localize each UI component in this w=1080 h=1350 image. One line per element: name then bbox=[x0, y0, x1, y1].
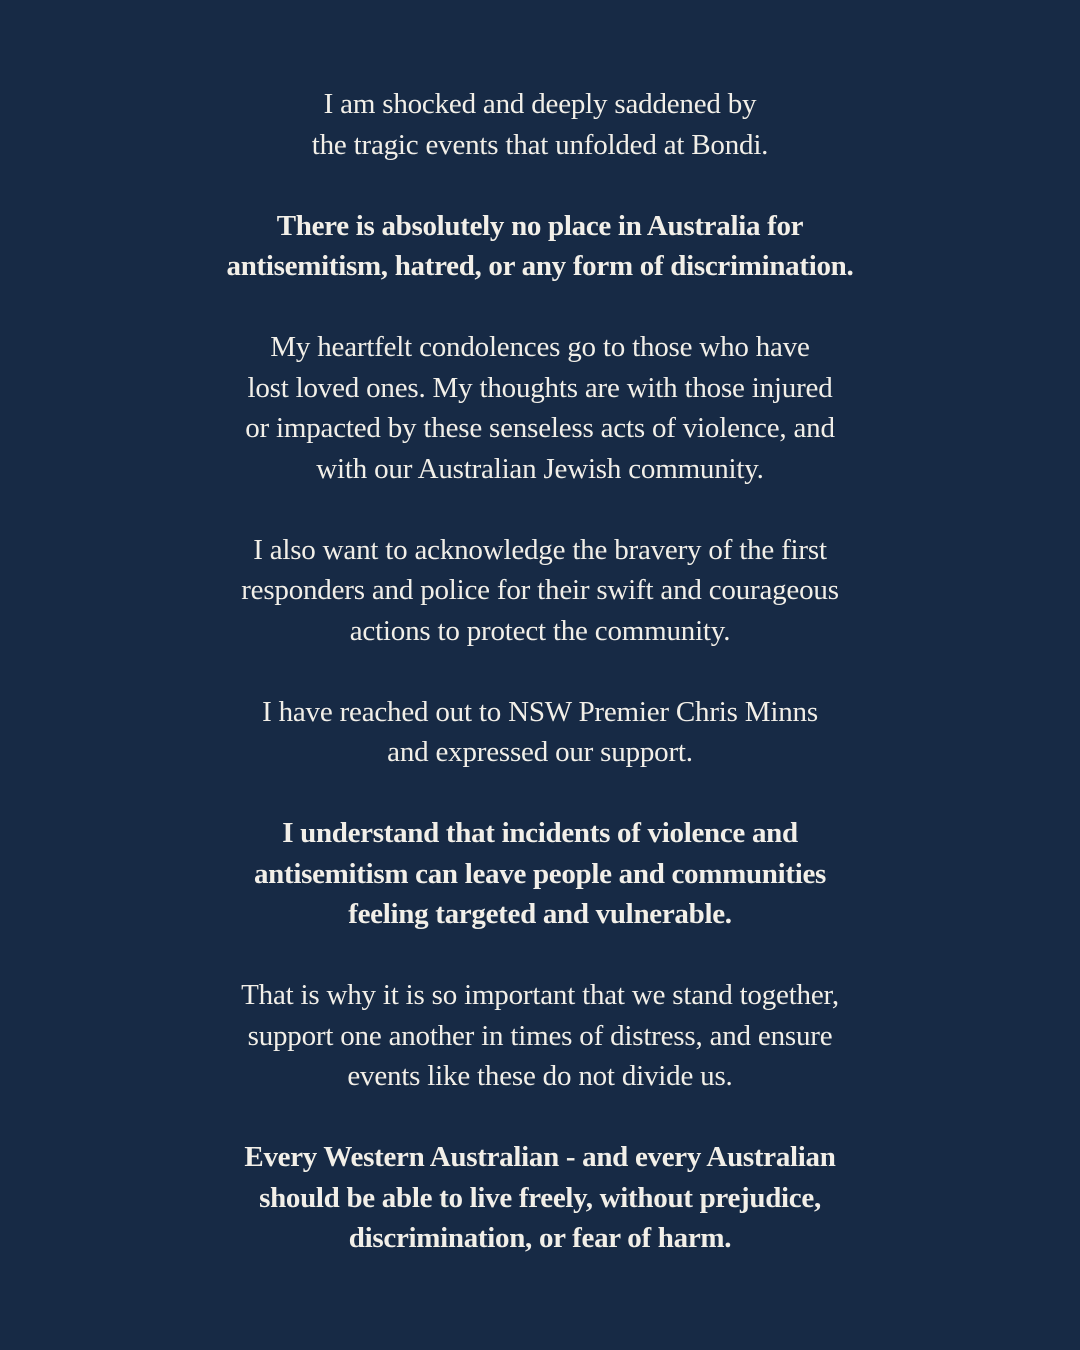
paragraph-no-place bbox=[0, 206, 1080, 287]
paragraph-line: support one another in times of distress, and ensure bbox=[247, 1019, 833, 1052]
paragraph-line: responders and police for their swift and courageous bbox=[241, 574, 839, 606]
paragraph-shock bbox=[0, 84, 1080, 165]
paragraph-line: I am shocked and deeply saddened by bbox=[323, 88, 757, 120]
paragraph-understand bbox=[0, 813, 1080, 935]
paragraph-line: I also want to acknowledge the bravery of the first bbox=[253, 533, 827, 566]
paragraph-condolences bbox=[0, 327, 1080, 489]
paragraph-line: feeling targeted and vulnerable. bbox=[348, 898, 732, 930]
paragraph-line: should be able to live freely, without prejudice, bbox=[259, 1181, 821, 1214]
statement bbox=[0, 84, 1080, 1299]
paragraph-line: events like these do not divide us. bbox=[347, 1060, 733, 1092]
paragraph-line: There is absolutely no place in Australia for bbox=[276, 209, 804, 242]
paragraph-line: and expressed our support. bbox=[387, 736, 693, 768]
paragraph-line: discrimination, or fear of harm. bbox=[348, 1222, 732, 1254]
paragraph-line: Every Western Australian - and every Australian bbox=[244, 1141, 836, 1173]
paragraph-stand-together bbox=[0, 975, 1080, 1097]
paragraph-first-responders bbox=[0, 530, 1080, 652]
paragraph-premier bbox=[0, 692, 1080, 773]
paragraph-line: My heartfelt condolences go to those who have bbox=[270, 331, 810, 363]
paragraph-line: actions to protect the community. bbox=[349, 614, 731, 647]
paragraph-line: the tragic events that unfolded at Bondi. bbox=[311, 128, 769, 161]
paragraph-line: antisemitism can leave people and communities bbox=[253, 857, 827, 890]
paragraph-line: I have reached out to NSW Premier Chris Minns bbox=[262, 695, 818, 728]
paragraph-line: or impacted by these senseless acts of violence, and bbox=[245, 412, 835, 444]
paragraph-every-australian bbox=[0, 1137, 1080, 1259]
paragraph-line: That is why it is so important that we stand together, bbox=[241, 979, 839, 1011]
paragraph-line: lost loved ones. My thoughts are with those injured bbox=[247, 371, 833, 404]
paragraph-line: I understand that incidents of violence and bbox=[282, 817, 798, 849]
paragraph-line: with our Australian Jewish community. bbox=[316, 452, 764, 485]
paragraph-line: antisemitism, hatred, or any form of discrimination. bbox=[226, 250, 854, 282]
